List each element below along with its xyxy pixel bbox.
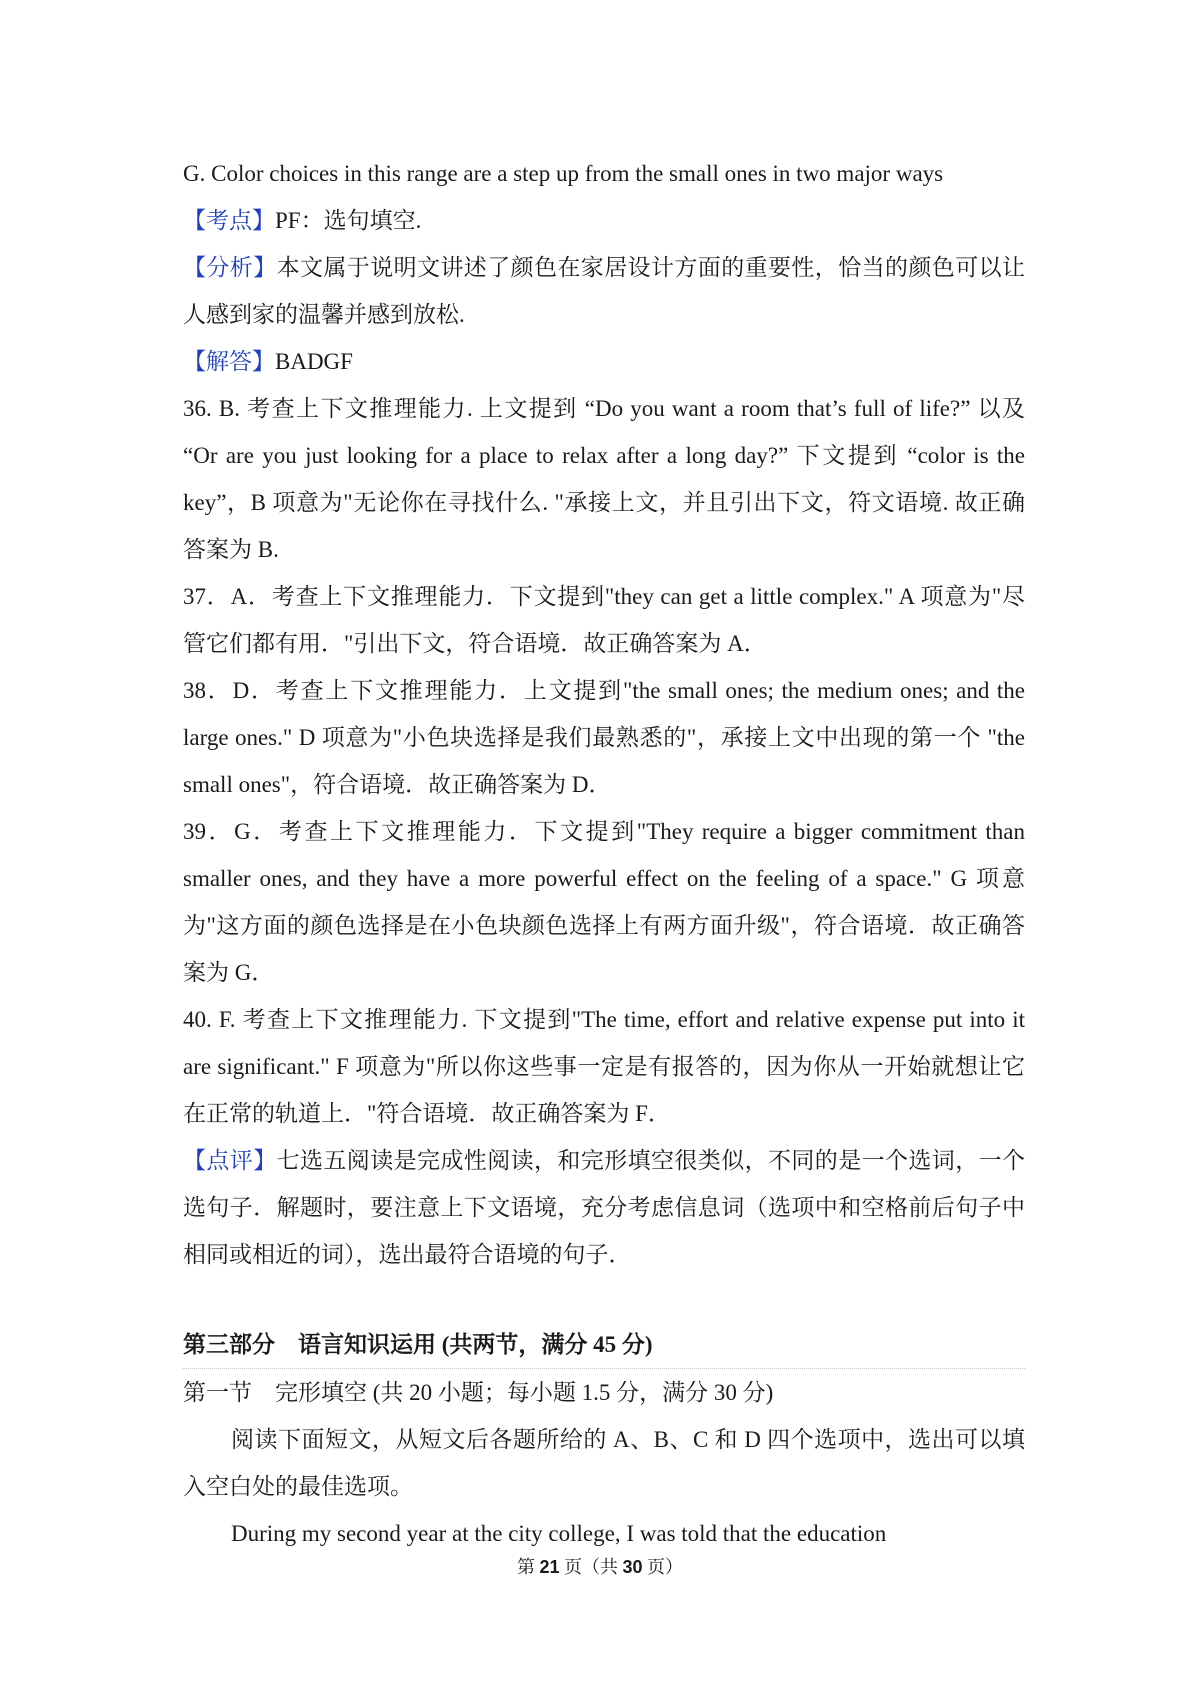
- part3-title: 第三部分 语言知识运用 (共两节，满分 45 分): [183, 1332, 653, 1357]
- kaodian-tag: 【考点】: [183, 208, 275, 233]
- option-g-line: G. Color choices in this range are a step up from the small ones in two major ways: [183, 161, 944, 186]
- answer-40: 40. F. 考查上下文推理能力. 下文提到"The time, effort and relative expense put into it are significant." F 项意为"所以你这些事一定是有报答的，因为你从一开始就想让它在正常的轨道上．"符合语境．故正确答案为 F．: [183, 1007, 1025, 1126]
- passage-start: During my second year at the city college, I was told that the education: [231, 1521, 887, 1546]
- section1-title: 第一节 完形填空 (共 20 小题；每小题 1.5 分，满分 30 分): [183, 1368, 1025, 1416]
- answer-37: 37．A．考查上下文推理能力．下文提到"they can get a little complex." A 项意为"尽管它们都有用．"引出下文，符合语境．故正确答案为 A．: [183, 584, 1025, 656]
- jieda-paragraph: [183, 338, 1025, 385]
- jieda-text: BADGF: [275, 349, 353, 374]
- kaodian-paragraph: [183, 197, 1025, 244]
- dianping-tag: 【点评】: [183, 1148, 277, 1173]
- footer-prefix: 第: [516, 1557, 540, 1577]
- document-body: [183, 150, 1025, 1557]
- fenxi-text: 本文属于说明文讲述了颜色在家居设计方面的重要性，恰当的颜色可以让人感到家的温馨并感到放松.: [183, 255, 1026, 327]
- footer-page-number: 21: [539, 1557, 560, 1577]
- answer-36: 36. B. 考查上下文推理能力. 上文提到 “Do you want a room that’s full of life?” 以及 “Or are you just looking for a place to relax after a long day?” 下文提到 “color is the key”，B 项意为"无论你在寻找什么. "承接上文，并且引出下文，符文语境. 故正确答案为 B.: [183, 396, 1025, 562]
- page-footer: [0, 1553, 1200, 1581]
- fenxi-tag: 【分析】: [183, 255, 277, 280]
- kaodian-text: PF：选句填空.: [275, 208, 422, 233]
- footer-suffix: 页）: [642, 1557, 684, 1577]
- dianping-paragraph: [183, 1137, 1025, 1278]
- fenxi-paragraph: [183, 244, 1025, 338]
- dianping-text: 七选五阅读是完成性阅读，和完形填空很类似，不同的是一个选词，一个选句子．解题时，要注意上下文语境，充分考虑信息词（选项中和空格前后句子中相同或相近的词），选出最符合语境的句子．: [183, 1148, 1026, 1267]
- footer-middle: 页（共: [559, 1557, 623, 1577]
- footer-total-pages: 30: [622, 1557, 643, 1577]
- answer-38: 38．D．考查上下文推理能力．上文提到"the small ones; the medium ones; and the large ones." D 项意为"小色块选择是我们最熟悉的"，承接上文中出现的第一个 "the small ones"，符合语境．故正确答案为 D．: [183, 678, 1025, 797]
- answer-39: 39．G．考查上下文推理能力．下文提到"They require a bigger commitment than smaller ones, and they have a more powerful effect on the feeling of a space." G 项意为"这方面的颜色选择是在小色块颜色选择上有两方面升级"，符合语境．故正确答案为 G．: [183, 819, 1025, 985]
- instruction-paragraph: 阅读下面短文，从短文后各题所给的 A、B、C 和 D 四个选项中，选出可以填入空白处的最佳选项。: [183, 1427, 1025, 1499]
- jieda-tag: 【解答】: [183, 349, 275, 374]
